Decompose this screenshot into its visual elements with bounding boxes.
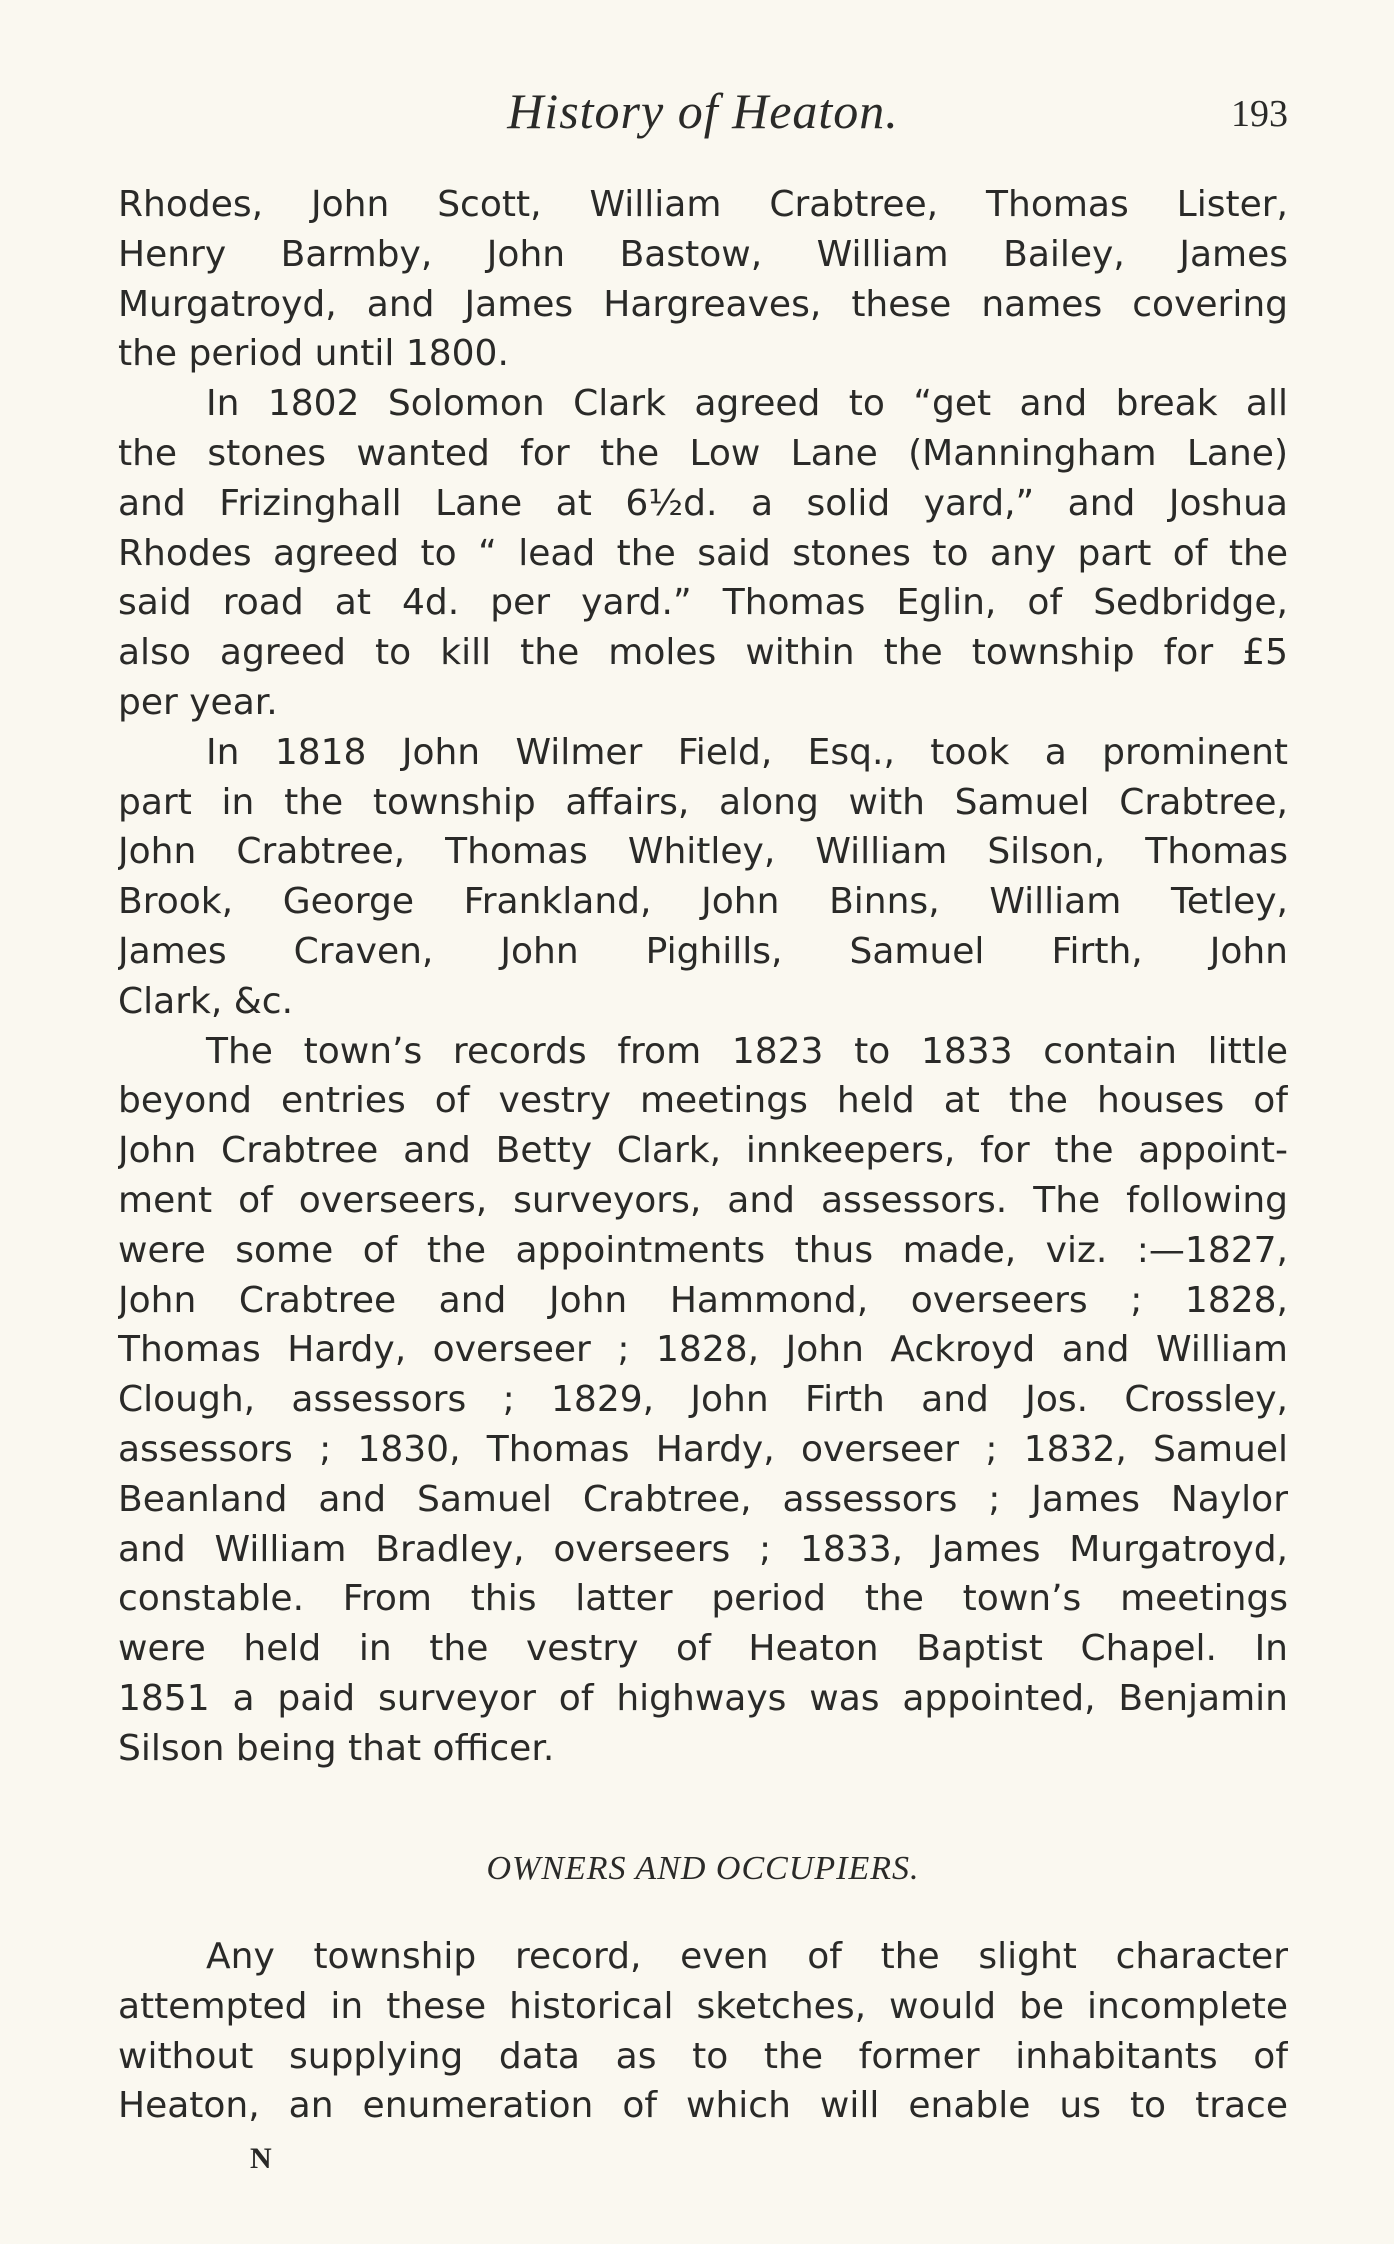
paragraph: [118, 180, 1288, 379]
text-line: Thomas Hardy, overseer ; 1828, John Ackroyd and William: [118, 1329, 1288, 1371]
text-line: beyond entries of vestry meetings held at the houses of: [118, 1080, 1288, 1122]
paragraph: [118, 728, 1288, 1027]
signature-mark: N: [250, 2142, 272, 2175]
text-line: were held in the vestry of Heaton Baptist Chapel. In: [118, 1628, 1288, 1670]
text-line: Murgatroyd, and James Hargreaves, these names covering: [118, 283, 1288, 325]
text-line: Clark, &c.: [118, 980, 294, 1022]
text-line: Henry Barmby, John Bastow, William Bailey, James: [118, 233, 1288, 275]
text-line: In 1818 John Wilmer Field, Esq., took a prominent: [206, 731, 1288, 773]
text-line: Beanland and Samuel Crabtree, assessors ; James Naylor: [118, 1478, 1288, 1520]
paragraph: [118, 1027, 1288, 1774]
text-line: part in the township affairs, along with Samuel Crabtree,: [118, 781, 1288, 823]
page-number: 193: [1231, 93, 1288, 135]
running-head: [118, 82, 1288, 152]
text-line: were some of the appointments thus made, viz. :—1827,: [118, 1229, 1288, 1271]
text-line: per year.: [118, 681, 278, 723]
paragraph: [118, 1932, 1288, 2131]
text-line: attempted in these historical sketches, would be incomplete: [118, 1985, 1288, 2027]
body-text-continued: [118, 1932, 1288, 2131]
text-line: Heaton, an enumeration of which will enable us to trace: [118, 2085, 1288, 2127]
text-line: assessors ; 1830, Thomas Hardy, overseer ; 1832, Samuel: [118, 1428, 1288, 1470]
text-line: ment of overseers, surveyors, and assessors. The following: [118, 1179, 1288, 1221]
text-line: In 1802 Solomon Clark agreed to “get and break all: [206, 383, 1288, 425]
text-line: and Frizinghall Lane at 6½d. a solid yard,” and Joshua: [118, 482, 1288, 524]
text-line: constable. From this latter period the town’s meetings: [118, 1578, 1288, 1620]
text-line: Clough, assessors ; 1829, John Firth and Jos. Crossley,: [118, 1379, 1288, 1421]
section-heading: OWNERS AND OCCUPIERS.: [486, 1850, 920, 1887]
text-line: the period until 1800.: [118, 333, 509, 375]
body-text-main: [118, 180, 1288, 1774]
text-line: John Crabtree and John Hammond, overseers ; 1828,: [118, 1279, 1288, 1321]
text-line: Rhodes agreed to “ lead the said stones to any part of the: [118, 532, 1288, 574]
text-line: Brook, George Frankland, John Binns, William Tetley,: [118, 881, 1288, 923]
text-line: James Craven, John Pighills, Samuel Firth, John: [118, 930, 1288, 972]
text-line: Rhodes, John Scott, William Crabtree, Thomas Lister,: [118, 184, 1288, 225]
text-line: without supplying data as to the former inhabitants of: [118, 2035, 1288, 2077]
text-line: John Crabtree and Betty Clark, innkeepers, for the appoint-: [118, 1130, 1288, 1172]
text-line: also agreed to kill the moles within the township for £5: [118, 632, 1288, 674]
text-line: the stones wanted for the Low Lane (Manningham Lane): [118, 432, 1288, 474]
text-line: said road at 4d. per yard.” Thomas Eglin, of Sedbridge,: [118, 582, 1288, 624]
text-line: 1851 a paid surveyor of highways was appointed, Benjamin: [118, 1677, 1288, 1719]
text-line: The town’s records from 1823 to 1833 contain little: [206, 1030, 1288, 1072]
text-line: Any township record, even of the slight character: [206, 1936, 1288, 1977]
text-line: John Crabtree, Thomas Whitley, William Silson, Thomas: [118, 831, 1288, 873]
text-line: and William Bradley, overseers ; 1833, James Murgatroyd,: [118, 1528, 1288, 1570]
paragraph: [118, 379, 1288, 728]
text-line: Silson being that officer.: [118, 1727, 555, 1769]
running-title: History of Heaton.: [507, 83, 899, 139]
